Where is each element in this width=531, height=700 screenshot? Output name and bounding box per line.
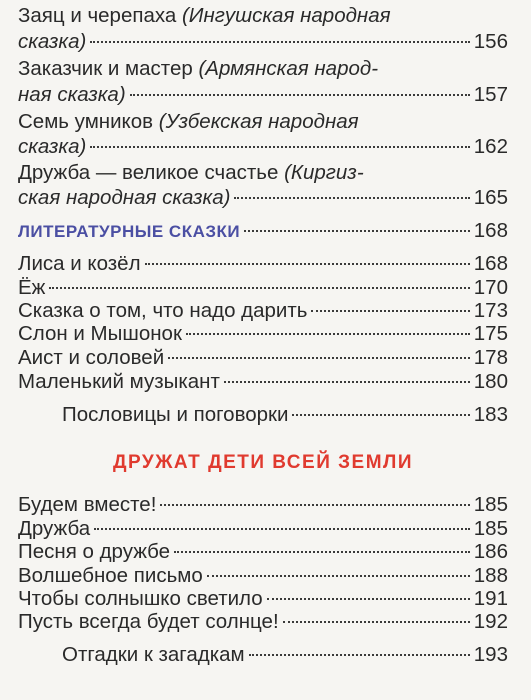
page-number: 165 — [473, 186, 508, 209]
entry-subtitle: (Киргиз- — [284, 161, 364, 184]
page-number: 175 — [473, 322, 508, 345]
toc-entry-title-line — [18, 4, 391, 28]
dot-leader — [168, 357, 470, 359]
toc-entry — [18, 540, 508, 564]
entry-title: Отгадки к загадкам — [62, 643, 245, 666]
dot-leader — [90, 146, 469, 148]
toc-entry-title-line — [18, 161, 364, 185]
page-number: 193 — [473, 643, 508, 666]
entry-subtitle-cont: сказка) — [18, 30, 87, 53]
page-number: 170 — [473, 276, 508, 299]
page-number: 162 — [473, 135, 508, 158]
dot-leader — [94, 528, 470, 530]
entry-subtitle-cont: ская народная сказка) — [18, 186, 231, 209]
entry-subtitle: (Армянская народ- — [198, 57, 379, 80]
dot-leader — [160, 504, 469, 506]
dot-leader — [130, 94, 470, 96]
page-number: 178 — [473, 346, 508, 369]
toc-entry — [18, 322, 508, 346]
dot-leader — [174, 551, 470, 553]
entry-title: Заказчик и мастер — [18, 57, 193, 80]
entry-title: Сказка о том, что надо дарить — [18, 299, 308, 322]
dot-leader — [145, 263, 470, 265]
page-number: 183 — [473, 403, 508, 426]
toc-entry — [18, 370, 508, 394]
section-title: ЛИТЕРАТУРНЫЕ СКАЗКИ — [18, 222, 241, 241]
entry-title: Маленький музыкант — [18, 370, 220, 393]
section-literary-tales — [18, 219, 508, 244]
toc-entry — [18, 493, 508, 517]
toc-entry — [18, 135, 508, 159]
dot-leader — [283, 621, 470, 623]
entry-title: Слон и Мышонок — [18, 322, 182, 345]
toc-entry — [18, 587, 508, 611]
entry-title: Дружба — великое счастье — [18, 161, 279, 184]
dot-leader — [311, 310, 469, 312]
entry-title: Семь умников — [18, 110, 154, 133]
toc-entry — [18, 564, 508, 588]
entry-title: Волшебное письмо — [18, 564, 203, 587]
entry-title: Будем вместе! — [18, 493, 157, 516]
page-number: 168 — [473, 252, 508, 275]
page-number: 156 — [473, 30, 508, 53]
page-number: 186 — [473, 540, 508, 563]
dot-leader — [267, 598, 470, 600]
dot-leader — [244, 230, 470, 232]
dot-leader — [224, 381, 470, 383]
toc-entry — [18, 186, 508, 210]
dot-leader — [90, 41, 469, 43]
entry-title: Аист и соловей — [18, 346, 165, 369]
entry-title: Лиса и козёл — [18, 252, 141, 275]
toc-entry — [18, 517, 508, 541]
dot-leader — [186, 333, 470, 335]
toc-entry — [18, 83, 508, 107]
page-number: 185 — [473, 493, 508, 516]
toc-entry — [18, 610, 508, 634]
toc-entry — [18, 30, 508, 54]
section-heading-friends: ДРУЖАТ ДЕТИ ВСЕЙ ЗЕМЛИ — [112, 452, 414, 473]
dot-leader — [49, 287, 469, 289]
page-number: 191 — [473, 587, 508, 610]
entry-title: Песня о дружбе — [18, 540, 171, 563]
toc-entry — [18, 346, 508, 370]
page-number: 168 — [473, 219, 508, 242]
dot-leader — [249, 654, 470, 656]
toc-entry-proverbs — [62, 403, 508, 427]
entry-subtitle-cont: сказка) — [18, 135, 87, 158]
entry-subtitle: (Узбекская народная — [158, 110, 359, 133]
toc-entry-title-line — [18, 110, 359, 134]
page-number: 192 — [473, 610, 508, 633]
page-number: 188 — [473, 564, 508, 587]
page-number: 185 — [473, 517, 508, 540]
toc-entry-riddles — [62, 643, 508, 667]
entry-subtitle: (Ингушская народная — [181, 4, 391, 27]
entry-title: Пусть всегда будет солнце! — [18, 610, 279, 633]
entry-title: Чтобы солнышко светило — [18, 587, 263, 610]
toc-entry — [18, 276, 508, 300]
entry-title: Заяц и черепаха — [18, 4, 177, 27]
toc-entry — [18, 252, 508, 276]
entry-title: Дружба — [18, 517, 91, 540]
dot-leader — [234, 197, 469, 199]
toc-entry-title-line — [18, 57, 378, 81]
entry-title: Ёж — [18, 276, 46, 299]
page-number: 157 — [473, 83, 508, 106]
dot-leader — [207, 575, 470, 577]
entry-subtitle-cont: ная сказка) — [18, 83, 126, 106]
entry-title: Пословицы и поговорки — [62, 403, 289, 426]
toc-entry — [18, 299, 508, 323]
dot-leader — [292, 414, 469, 416]
page-number: 180 — [473, 370, 508, 393]
page-number: 173 — [473, 299, 508, 322]
